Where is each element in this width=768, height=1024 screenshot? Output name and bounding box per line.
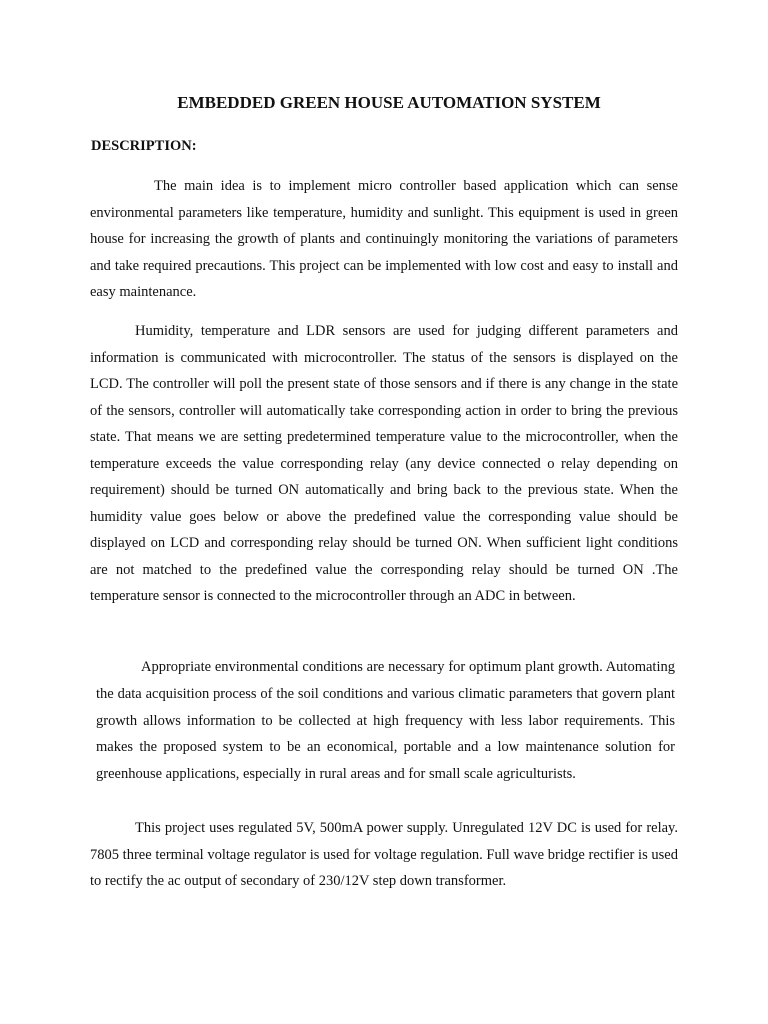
- document-title: EMBEDDED GREEN HOUSE AUTOMATION SYSTEM: [177, 93, 601, 112]
- paragraph-intro: The main idea is to implement micro controller based application which can sense environmental parameters like temperature, humidity and sunlight. This equipment is used in green house for increasing the growth of plants and continuingly monitoring the variations of parameters and take required precautions. This project can be implemented with low cost and easy to install and easy maintenance.: [90, 178, 678, 300]
- paragraph-power-supply: This project uses regulated 5V, 500mA power supply. Unregulated 12V DC is used for relay. 7805 three terminal voltage regulator is used for voltage regulation. Full wave bridge rectifier is used to rectify the ac output of secondary of 230/12V step down transformer.: [90, 820, 678, 889]
- paragraph-sensors: Humidity, temperature and LDR sensors are used for judging different parameters and information is communicated with microcontroller. The status of the sensors is displayed on the LCD. The controller will poll the present state of those sensors and if there is any change in the state of the sensors, controller will automatically take corresponding action in order to bring the previous state. That means we are setting predetermined temperature value to the microcontroller, when the temperature exceeds the value corresponding relay (any device connected o relay depending on requirement) should be turned ON automatically and bring back to the previous state. When the humidity value goes below or above the predefined value the corresponding value should be displayed on LCD and corresponding relay should be turned ON. When sufficient light conditions are not matched to the predefined value the corresponding relay should be turned ON .The temperature sensor is connected to the microcontroller through an ADC in between.: [90, 323, 678, 604]
- paragraph-conditions: Appropriate environmental conditions are necessary for optimum plant growth. Automating the data acquisition process of the soil conditions and various climatic parameters that govern plant growth allows information to be collected at high frequency with less labor requirements. This makes the proposed system to be an economical, portable and a low maintenance solution for greenhouse applications, especially in rural areas and for small scale agriculturists.: [96, 659, 675, 783]
- section-heading: DESCRIPTION:: [91, 138, 197, 154]
